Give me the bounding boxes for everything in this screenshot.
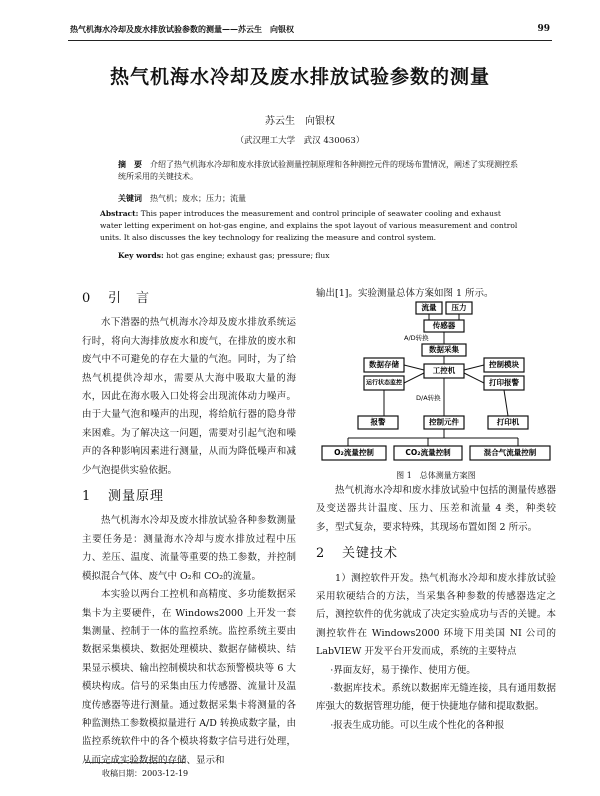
paragraph-principle-2: 本实验以两台工控机和高精度、多功能数据采集卡为主要硬件，在 Windows2000 上开发一套集测量、控制于一体的监控系统。监控系统主要由数据采集模块、数据处理模块、数据存储模块、结果显示模块、输出控制模块和状态预警模块等 6 大模块构成。信号的采集由压力传感器、流量计及温度传感器等进行测量。通过数据采集卡将测量的各种监测热工参数模拟量进行 A/D 转换成数字量，由监控系统软件中的各个模块将数字信号进行处理，从而完成实验数据的存储、显示和 (82, 589, 296, 766)
ipc-label: 工控机 (432, 366, 456, 375)
alarm-label: 报警 (370, 417, 386, 427)
received-date: 收稿日期：2003-12-19 (102, 769, 189, 778)
section-1-heading: 1 测量原理 (82, 489, 165, 505)
section-0-heading: 0 引 言 (82, 291, 151, 306)
keywords-en (118, 250, 518, 262)
o2-flow-control-label: O₂流量控制 (334, 448, 374, 457)
paragraph-principle-1: 热气机海水冷却及废水排放试验各种参数测量主要任务是：测量海水冷却与废水排放过程中压力、差压、温度、流量等重要的热工参数，并控制模拟混合气体、废气中 O₂和 CO₂的流量。 (82, 515, 296, 582)
da-label: D/A转换 (416, 394, 441, 402)
output-label: 控制模块 (489, 360, 519, 369)
abstract-en-text: This paper introduces the measurement and control principle of seawater cooling and exhaust water letting experiment on hot-gas engine, and explains the spot layout of various measurement and control units. It also discusses the key technology for realizing the measure and control system. (100, 209, 518, 242)
pressure-label: 压力 (451, 303, 467, 312)
keywords-en-text: hot gas engine; exhaust gas; pressure; flux (166, 251, 330, 260)
page-number: 99 (537, 24, 550, 34)
abstract-zh-label: 摘 要 (118, 159, 142, 169)
footnote-rule (85, 762, 185, 763)
bullet-ui: ·界面友好，易于操作、使用方便。 (330, 664, 476, 676)
measurement-scheme-diagram (318, 300, 554, 468)
abstract-zh-text: 介绍了热气机海水冷却和废水排放试验测量控制原理和各种测控元件的现场布置情况，阐述了实现测控系统所采用的关键技术。 (118, 160, 518, 181)
flow-label: 流量 (421, 303, 437, 312)
printer-label: 打印机 (496, 417, 520, 427)
mixed-gas-control-label: 混合气流量控制 (483, 448, 537, 457)
storage-label: 数据存储 (369, 360, 399, 369)
display-label: 打印报警 (489, 378, 519, 387)
keywords-zh (118, 192, 518, 205)
co2-flow-control-label: CO₂流量控制 (405, 448, 451, 457)
header-rule (68, 40, 552, 41)
paragraph-output: 输出[1]。实验测量总体方案如图 1 所示。 (316, 288, 494, 299)
figure-caption: 图 1 总体测量方案图 (396, 471, 476, 480)
paper-title: 热气机海水冷却及废水排放试验参数的测量 (109, 66, 490, 88)
keywords-zh-label: 关键词 (118, 193, 142, 203)
bullet-report: ·报表生成功能。可以生成个性化的各种报 (330, 719, 505, 731)
abstract-zh (118, 158, 518, 183)
keywords-zh-text: 热气机；废水；压力；流量 (150, 194, 246, 203)
control-element-label: 控制元件 (429, 417, 459, 427)
paragraph-software: 1）测控软件开发。热气机海水冷却和废水排放试验采用软硬结合的方法，当采集各种参数的传感器选定之后，测控软件的优劣就成了决定实验成功与否的关键。本测控软件在 Windows2000 环境下用美国 NI 公司的 LabVIEW 开发平台开发而成，系统的主要特点 (316, 572, 556, 658)
daq-label: 数据采集 (429, 345, 459, 354)
abstract-en-label: Abstract: (100, 209, 139, 218)
running-title: 热气机海水冷却及废水排放试验参数的测量——苏云生 向银权 (70, 24, 294, 34)
status-label: 运行状态监控 (365, 379, 403, 387)
sensor-label: 传感器 (432, 321, 456, 330)
left-column (82, 290, 296, 770)
affiliation: （武汉理工大学 武汉 430063） (235, 136, 365, 146)
bullet-database: ·数据库技术。系统以数据库无缝连接，具有通用数据库强大的数据管理功能，便于快捷地存储和提取数据。 (316, 683, 556, 713)
paragraph-intro: 水下潜器的热气机海水冷却及废水排放系统运行时，将向大海排放废水和废气，在排放的废水和废气中不可避免的存在大量的气泡。同时，为了给热气机提供冷却水，需要从大海中吸取大量的海水，因此在海水吸入口处将会出现流体动力噪声。由于大量气泡和噪声的出现，将给航行器的隐身带来困难。为了解决这一问题，需要对引起气泡和噪声的各种影响因素进行测量，从而为降低噪声和减少气泡提供实验依据。 (82, 317, 296, 476)
section-2-heading: 2 关键技术 (316, 546, 399, 562)
abstract-en (100, 208, 520, 244)
right-column-body (316, 482, 556, 735)
authors: 苏云生 向银权 (265, 116, 335, 127)
ad-label: A/D转换 (404, 334, 429, 342)
keywords-en-label: Key words: (118, 251, 164, 260)
paragraph-sensors: 热气机海水冷却和废水排放试验中包括的测量传感器及变送器共计温度、压力、压差和流量 4 类，种类较多，型式复杂，要求特殊，其现场布置如图 2 所示。 (316, 485, 556, 533)
